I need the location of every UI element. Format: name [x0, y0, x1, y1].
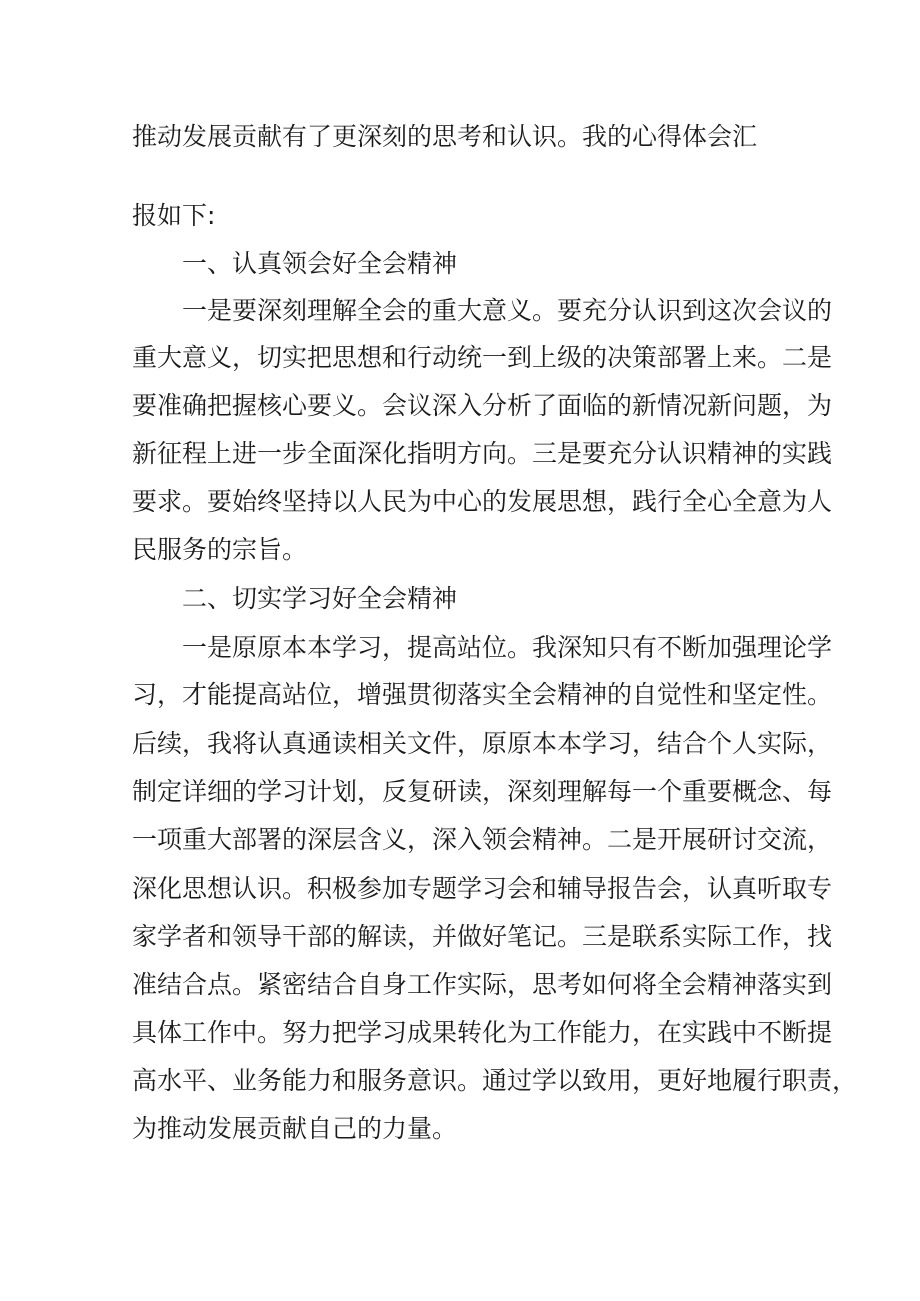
paragraph-line: 为推动发展贡献自己的力量。: [132, 1114, 458, 1143]
paragraph-line: 深化思想认识。积极参加专题学习会和辅导报告会，认真听取专: [132, 874, 833, 903]
paragraph-line: 准结合点。紧密结合自身工作实际，思考如何将全会精神落实到: [132, 970, 833, 999]
paragraph-line: 具体工作中。努力把学习成果转化为工作能力，在实践中不断提: [132, 1018, 833, 1047]
paragraph-line: 重大意义，切实把思想和行动统一到上级的决策部署上来。二是: [132, 343, 833, 372]
paragraph-line: 一是原原本本学习，提高站位。我深知只有不断加强理论学: [182, 633, 833, 662]
paragraph-line: 后续，我将认真通读相关文件，原原本本学习，结合个人实际，: [132, 729, 833, 758]
paragraph-line: 民服务的宗旨。: [132, 535, 308, 564]
paragraph-line: 一项重大部署的深层含义，深入领会精神。二是开展研讨交流，: [132, 825, 833, 854]
paragraph-line: 高水平、业务能力和服务意识。通过学以致用，更好地履行职责，: [132, 1066, 858, 1095]
paragraph-line: 要求。要始终坚持以人民为中心的发展思想，践行全心全意为人: [132, 487, 833, 516]
paragraph-line: 制定详细的学习计划，反复研读，深刻理解每一个重要概念、每: [132, 777, 833, 806]
paragraph-line: 一是要深刻理解全会的重大意义。要充分认识到这次会议的: [182, 296, 833, 325]
text-line: 报如下:: [132, 201, 216, 230]
paragraph-line: 要准确把握核心要义。会议深入分析了面临的新情况新问题，为: [132, 391, 833, 420]
paragraph-line: 家学者和领导干部的解读，并做好笔记。三是联系实际工作，找: [132, 922, 833, 951]
paragraph-line: 新征程上进一步全面深化指明方向。三是要充分认识精神的实践: [132, 439, 833, 468]
section-heading-1: 一、认真领会好全会精神: [182, 249, 458, 278]
text-line: 推动发展贡献有了更深刻的思考和认识。我的心得体会汇: [132, 122, 758, 151]
section-heading-2: 二、切实学习好全会精神: [182, 584, 458, 613]
paragraph-line: 习，才能提高站位，增强贯彻落实全会精神的自觉性和坚定性。: [132, 680, 833, 709]
